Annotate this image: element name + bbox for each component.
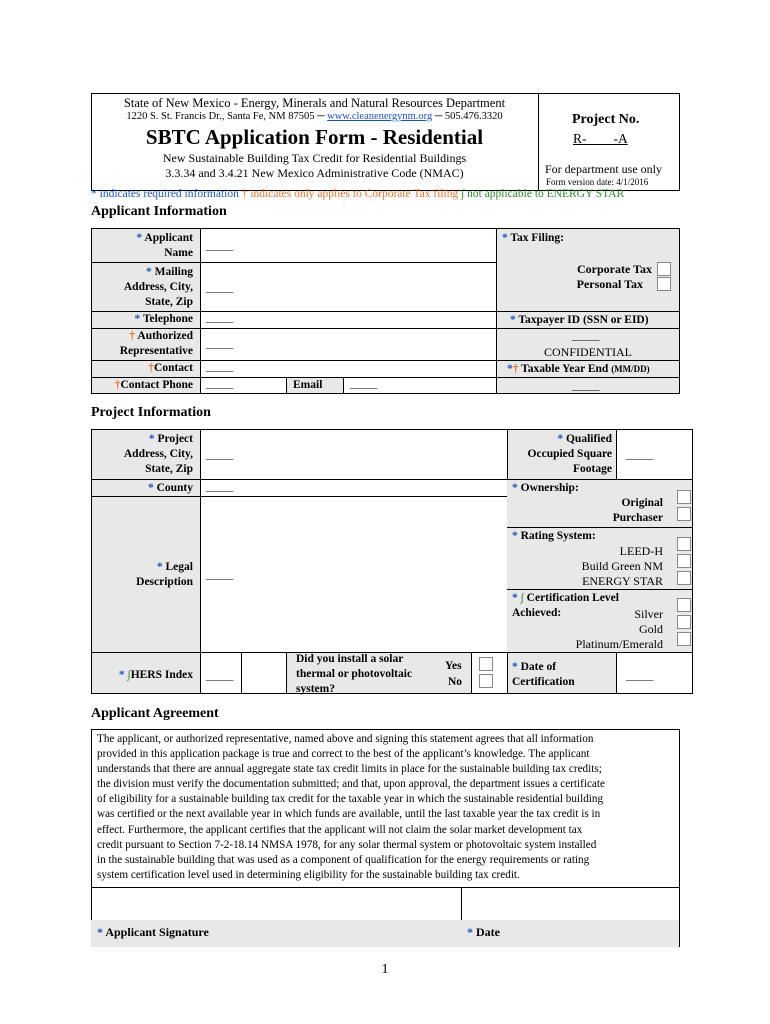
leedh-checkbox[interactable] [677,537,691,551]
project-no-label: Project No. [572,112,640,127]
form-subtitle-1: New Sustainable Building Tax Credit for Residential Buildings [162,151,467,165]
taxpayer-id-field[interactable]: _____ [572,330,600,342]
gold-label: Gold [639,622,663,636]
county-label: * County [147,482,193,494]
telephone-label: * Telephone [134,313,193,325]
authorized-rep-field[interactable]: _____ [206,338,234,350]
contact-phone-field[interactable]: _____ [206,378,234,390]
solar-no-checkbox[interactable] [479,674,493,688]
dept-website-link[interactable]: www.cleanenergynm.org [327,111,433,122]
rating-system-label: * Rating System: [512,530,596,542]
hers-index-field[interactable]: _____ [206,670,234,682]
solar-question: Did you install a solar thermal or photovoltaic system? [296,653,413,695]
legend-line [91,188,624,200]
legend-energy-star: ∫ not applicable to ENERGY STAR [461,188,625,200]
contact-label: †Contact [148,362,193,374]
contact-field[interactable]: _____ [206,361,234,373]
silver-label: Silver [634,607,663,621]
purchaser-label: Purchaser [612,512,663,524]
confidential-note: CONFIDENTIAL [544,345,632,359]
energy-star-label: ENERGY STAR [582,574,663,588]
email-label: Email [293,379,323,391]
silver-checkbox[interactable] [677,598,691,612]
legend-corporate: † indicates only applies to Corporate Tax filing [241,188,459,200]
platinum-checkbox[interactable] [677,632,691,646]
project-address-label: * Project Address, City, State, Zip [123,433,193,475]
form-version-date: Form version date: 4/1/2016 [546,177,649,187]
agreement-text: The applicant, or authorized representative, named above and signing this statement agrees that all information provided in this application package is true and correct to the best of the applicant’s knowledge. The applicant understands that there are annual aggregate state tax credit limits in place for the sustainable building tax credits; the division must verify the documentation submitted; and that, upon approval, the department issues a certificate of eligibility for a sustainable building tax credit for the taxable year in which the sustainable residential building was certified or the next available year in which funds are available, until the last taxable year the tax credit is in effect. Furthermore, the applicant certifies that the applicant will not claim the solar market development tax credit pursuant to Section 7-2-18.14 NMSA 1978, for any solar thermal system or photovoltaic system installed in the sustainable building that was used as a component of qualification for the energy requirements or rating system certification level used in determining eligibility for the sustainable building tax credit. [97,733,605,881]
email-field[interactable]: _____ [350,378,378,390]
certification-level-label: * ∫ Certification Level Achieved: [512,592,619,619]
leedh-label: LEED-H [619,544,663,558]
mailing-address-field[interactable]: _____ [206,282,234,294]
legal-description-label: * Legal Description [136,561,193,588]
applicant-name-label: * Applicant Name [136,232,193,259]
personal-tax-checkbox[interactable] [657,277,671,291]
original-label: Original [621,497,663,509]
taxable-year-field[interactable]: _____ [572,380,600,392]
legend-required: * indicates required information [91,188,239,200]
taxable-year-label: *† Taxable Year End (MM/DD) [507,363,650,375]
legal-description-field[interactable]: _____ [206,569,234,581]
dept-address: 1220 S. St. Francis Dr., Santa Fe, NM 87505 ─ [126,111,325,122]
date-input-area[interactable] [462,888,679,919]
taxpayer-id-label: * Taxpayer ID (SSN or EID) [510,314,649,326]
date-label: * Date [467,925,500,939]
platinum-label: Platinum/Emerald [575,637,663,651]
applicant-section-heading: Applicant Information [91,204,227,219]
ownership-label: * Ownership: [512,482,579,494]
date-certification-field[interactable]: _____ [626,670,654,682]
page-number: 1 [381,962,389,977]
applicant-signature-label: * Applicant Signature [97,925,209,939]
corporate-tax-checkbox[interactable] [657,262,671,276]
telephone-field[interactable]: _____ [206,312,234,324]
square-footage-field[interactable]: _____ [626,449,654,461]
dept-contact-line [91,111,538,122]
gold-checkbox[interactable] [677,615,691,629]
form-title: SBTC Application Form - Residential [145,125,484,149]
build-green-label: Build Green NM [581,559,663,573]
date-certification-label: * Date of Certification [512,661,575,688]
contact-phone-label: †Contact Phone [114,379,193,391]
corporate-tax-label: Corporate Tax [577,262,652,276]
dept-name: State of New Mexico - Energy, Minerals and Natural Resources Department [123,96,506,110]
applicant-name-field[interactable]: _____ [206,240,234,252]
solar-yes-checkbox[interactable] [479,657,493,671]
original-checkbox[interactable] [677,490,691,504]
authorized-rep-label: † Authorized Representative [119,330,193,357]
square-footage-label: * Qualified Occupied Square Footage [527,433,612,475]
purchaser-checkbox[interactable] [677,507,691,521]
hers-index-label: * ∫HERS Index [118,669,193,681]
signature-input-area[interactable] [92,888,460,919]
county-field[interactable]: _____ [206,481,234,493]
tax-filing-label: * Tax Filing: [502,232,564,244]
project-section-heading: Project Information [91,405,211,420]
mailing-address-label: * Mailing Address, City, State, Zip [123,266,193,308]
solar-yes-label: Yes [445,660,462,672]
dept-use-note: For department use only [545,162,662,176]
energy-star-checkbox[interactable] [677,571,691,585]
agreement-section-heading: Applicant Agreement [91,706,219,721]
form-subtitle-2: 3.3.34 and 3.4.21 New Mexico Administrative Code (NMAC) [165,166,464,180]
build-green-checkbox[interactable] [677,554,691,568]
project-address-field[interactable]: _____ [206,449,234,461]
dept-phone: ─ 505.476.3320 [434,111,503,122]
personal-tax-label: Personal Tax [576,277,643,291]
solar-no-label: No [448,676,463,688]
project-no-value: R- -A [573,131,628,146]
